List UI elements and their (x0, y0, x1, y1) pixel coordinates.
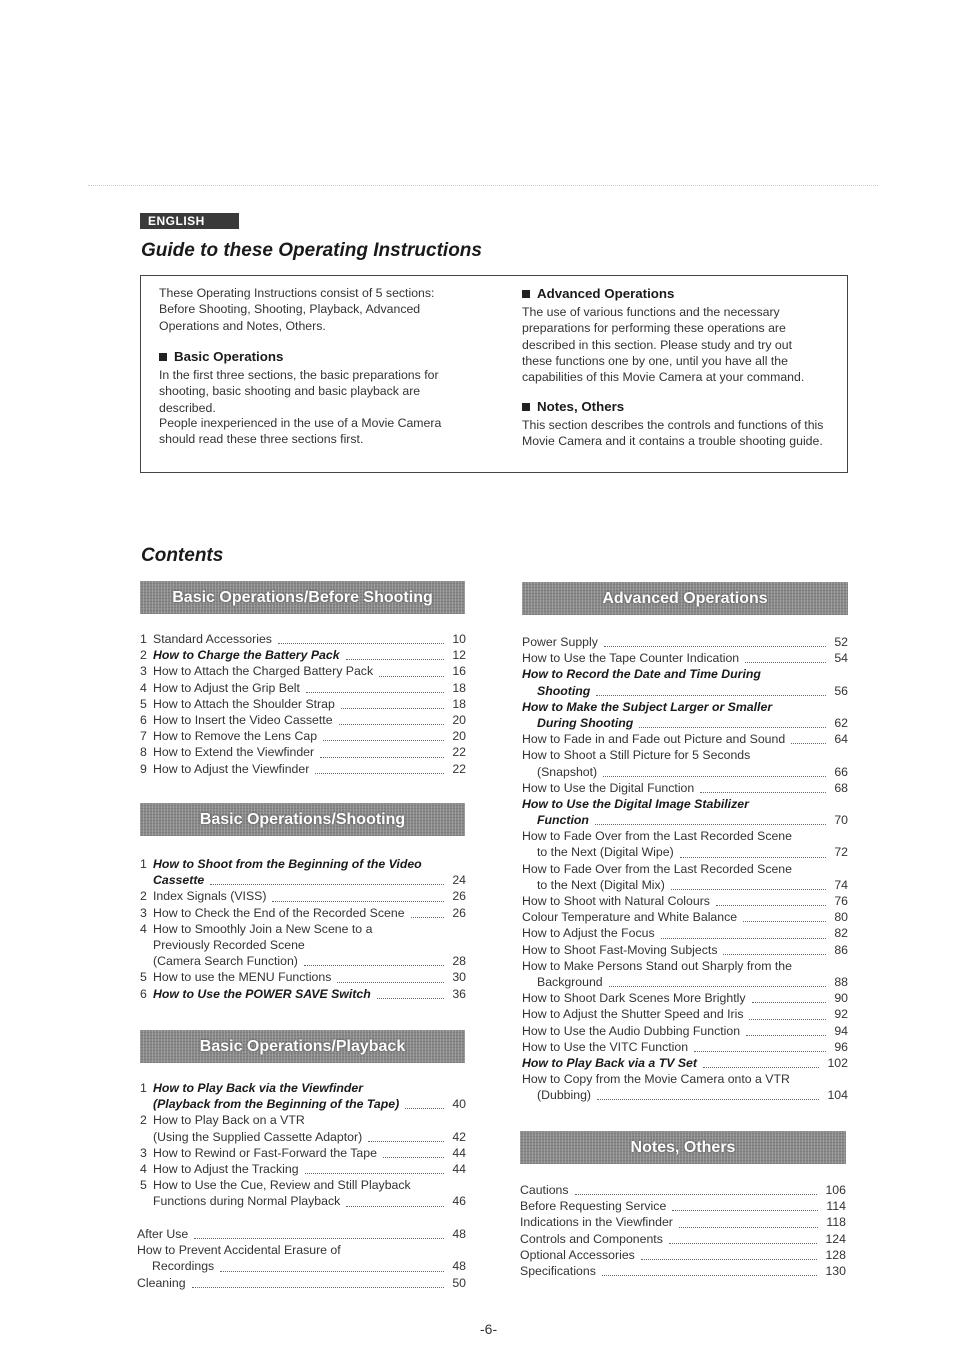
toc-entry-line (522, 877, 848, 893)
toc-page-number: 102 (827, 1055, 848, 1070)
toc-entry-line (522, 1071, 848, 1087)
toc-entry-number: 2 (140, 1113, 147, 1128)
toc-page-number: 64 (834, 732, 848, 747)
toc-dot-leader (377, 998, 445, 999)
toc-dot-leader (379, 676, 444, 677)
toc-shooting (140, 856, 466, 1002)
toc-dot-leader (641, 1259, 818, 1260)
advanced-operations-heading-text: Advanced Operations (537, 286, 675, 301)
toc-page-number: 124 (825, 1231, 846, 1246)
toc-entry-line (522, 666, 848, 682)
toc-entry-title: How to Adjust the Grip Belt (153, 680, 300, 695)
toc-page-number: 96 (834, 1039, 848, 1054)
toc-entry-line (522, 780, 848, 796)
toc-dot-leader (323, 740, 444, 741)
toc-entry-title: How to Shoot Fast-Moving Subjects (522, 942, 718, 957)
toc-entry-number: 1 (140, 632, 147, 646)
toc-page-number: 76 (834, 894, 848, 908)
toc-entry-number: 3 (140, 664, 147, 679)
toc-page-number: 48 (452, 1259, 466, 1274)
toc-page-number: 26 (452, 905, 466, 920)
toc-entry-line (520, 1263, 846, 1279)
toc-entry-line (140, 647, 466, 663)
toc-entry-line (522, 1039, 848, 1055)
toc-entry-title: How to Check the End of the Recorded Scene (153, 905, 405, 920)
toc-entry-title: Controls and Components (520, 1231, 663, 1246)
toc-dot-leader (595, 824, 826, 825)
toc-entry-line (140, 1161, 466, 1177)
toc-advanced-operations (522, 634, 848, 1103)
toc-page-number: 50 (452, 1275, 466, 1290)
toc-entry-line (140, 1112, 466, 1128)
bullet-square-icon (522, 290, 530, 298)
toc-entry-title: Specifications (520, 1263, 596, 1278)
notes-others-heading-text: Notes, Others (537, 399, 625, 414)
toc-entry-title: How to Adjust the Shutter Speed and Iris (522, 1007, 744, 1022)
toc-entry-line (137, 1242, 466, 1258)
toc-entry-line (522, 650, 848, 666)
toc-entry-line (140, 631, 466, 647)
toc-entry-title: How to Fade Over from the Last Recorded Scene (522, 861, 792, 876)
toc-entry-title: How to Record the Date and Time During (522, 667, 761, 682)
toc-entry-title: How to Adjust the Focus (522, 926, 655, 941)
toc-dot-leader (700, 792, 826, 793)
toc-entry-line (522, 1006, 848, 1022)
toc-entry-number: 3 (140, 1145, 147, 1160)
toc-entry-number: 5 (140, 1178, 147, 1193)
toc-entry-line (520, 1214, 846, 1230)
guide-box (140, 275, 848, 473)
toc-entry-line (140, 986, 466, 1002)
toc-page-number: 20 (452, 712, 466, 727)
toc-entry-title: (Snapshot) (537, 764, 598, 779)
toc-page-number: 130 (825, 1263, 846, 1278)
toc-dot-leader (192, 1287, 445, 1288)
basic-operations-text: In the first three sections, the basic preparations for shooting, basic shooting and basic playback are described. (159, 368, 439, 415)
toc-page-number: 12 (452, 648, 466, 663)
toc-dot-leader (743, 921, 826, 922)
toc-entry-line (140, 744, 466, 760)
toc-page-number: 44 (452, 1161, 466, 1176)
toc-page-number: 16 (452, 664, 466, 679)
toc-page-number: 104 (827, 1088, 848, 1103)
toc-page-number: 128 (825, 1247, 846, 1262)
toc-entry-line (522, 990, 848, 1006)
toc-entry-title: Cleaning (137, 1275, 186, 1290)
toc-entry-title: How to Use the Audio Dubbing Function (522, 1023, 741, 1038)
toc-entry-number: 4 (140, 680, 147, 695)
toc-dot-leader (304, 965, 444, 966)
toc-entry-line (137, 1258, 466, 1274)
toc-entry-title: How to Smoothly Join a New Scene to a (153, 921, 373, 936)
toc-entry-title: How to Fade in and Fade out Picture and Sound (522, 732, 786, 747)
toc-playback (140, 1080, 466, 1210)
toc-entry-title: How to Play Back via a TV Set (522, 1055, 697, 1070)
toc-entry-title: How to Copy from the Movie Camera onto a VTR (522, 1072, 790, 1087)
toc-entry-title: (Using the Supplied Cassette Adaptor) (153, 1129, 363, 1144)
toc-dot-leader (383, 1157, 444, 1158)
toc-page-number: 26 (452, 889, 466, 904)
toc-entry-line (140, 712, 466, 728)
toc-page-number: 66 (834, 764, 848, 779)
toc-dot-leader (604, 646, 826, 647)
toc-dot-leader (672, 1210, 818, 1211)
toc-entry-title: How to Play Back via the Viewfinder (153, 1081, 364, 1095)
toc-entry-line (522, 942, 848, 958)
toc-dot-leader (272, 901, 444, 902)
language-badge: ENGLISH (140, 213, 239, 229)
toc-page-number: 86 (834, 942, 848, 957)
toc-entry-line (140, 953, 466, 969)
toc-page-number: 62 (834, 715, 848, 730)
basic-operations-heading (159, 349, 283, 364)
toc-dot-leader (609, 986, 827, 987)
toc-dot-leader (602, 1275, 818, 1276)
toc-dot-leader (596, 695, 826, 696)
toc-page-number: 90 (834, 991, 848, 1006)
toc-entry-line (140, 1096, 466, 1112)
toc-entry-line (140, 680, 466, 696)
toc-entry-title: Function (537, 813, 589, 828)
toc-dot-leader (603, 776, 826, 777)
toc-entry-title: Before Requesting Service (520, 1199, 667, 1214)
toc-entry-line (520, 1231, 846, 1247)
toc-entry-line (140, 728, 466, 744)
toc-entry-line (140, 1080, 466, 1096)
toc-entry-line (140, 761, 466, 777)
basic-operations-heading-text: Basic Operations (174, 349, 284, 364)
toc-dot-leader (791, 743, 826, 744)
toc-entry-line (522, 1023, 848, 1039)
basic-operations-advice: People inexperienced in the use of a Movie Camera should read these three sections first. (159, 416, 442, 447)
banner-advanced-operations: Advanced Operations (522, 582, 848, 615)
toc-dot-leader (597, 1099, 819, 1100)
toc-entry-line (522, 861, 848, 877)
toc-entry-line (522, 974, 848, 990)
toc-page-number: 70 (834, 813, 848, 828)
toc-entry-line (140, 663, 466, 679)
toc-entry-number: 4 (140, 1161, 147, 1176)
toc-dot-leader (749, 1019, 826, 1020)
toc-page-number: 106 (825, 1183, 846, 1197)
toc-page-number: 30 (452, 970, 466, 985)
toc-entry-line (140, 856, 466, 872)
toc-page-number: 28 (452, 954, 466, 969)
toc-page-number: 22 (452, 761, 466, 776)
toc-entry-title: How to Use the Digital Function (522, 780, 695, 795)
advanced-operations-heading (522, 286, 674, 301)
toc-dot-leader (679, 1227, 818, 1228)
toc-dot-leader (703, 1067, 820, 1068)
toc-page-number: 40 (452, 1097, 466, 1112)
toc-dot-leader (575, 1194, 818, 1195)
toc-entry-title: (Camera Search Function) (153, 954, 298, 969)
toc-entry-line (140, 969, 466, 985)
toc-dot-leader (669, 1243, 818, 1244)
toc-dot-leader (680, 857, 827, 858)
toc-page-number: 92 (834, 1007, 848, 1022)
advanced-operations-text: The use of various functions and the necessary preparations for performing these operations are described in this section. Please study and try out these functions one by one, until you have all the capabilities of this Movie Camera at your command. (522, 305, 805, 385)
toc-entry-title: Index Signals (VISS) (153, 889, 267, 904)
toc-entry-number: 3 (140, 905, 147, 920)
toc-entry-line (140, 1193, 466, 1209)
toc-entry-title: How to Shoot from the Beginning of the Video (153, 857, 422, 871)
toc-entry-title: How to Shoot with Natural Colours (522, 894, 710, 908)
toc-entry-number: 4 (140, 921, 147, 936)
toc-entry-line (520, 1182, 846, 1198)
toc-entry-title: How to Use the Cue, Review and Still Playback (153, 1178, 411, 1193)
toc-entry-number: 8 (140, 745, 147, 760)
toc-entry-title: (Dubbing) (537, 1088, 591, 1103)
toc-entry-line (522, 909, 848, 925)
toc-entry-title: How to Use the POWER SAVE Switch (153, 986, 371, 1001)
toc-entry-title: How to Make Persons Stand out Sharply from the (522, 958, 792, 973)
toc-dot-leader (752, 1002, 827, 1003)
toc-page-number: 118 (826, 1215, 846, 1230)
toc-entry-line (522, 634, 848, 650)
toc-entry-title: (Playback from the Beginning of the Tape) (153, 1097, 400, 1112)
toc-entry-title: How to Prevent Accidental Erasure of (137, 1243, 341, 1258)
toc-dot-leader (639, 727, 826, 728)
toc-entry-title: How to Attach the Shoulder Strap (153, 696, 335, 711)
toc-entry-title: Power Supply (522, 635, 598, 649)
notes-others-text: This section describes the controls and functions of this Movie Camera and it contains a trouble shooting guide. (522, 418, 824, 449)
toc-entry-line (522, 715, 848, 731)
toc-page-number: 20 (452, 729, 466, 744)
toc-dot-leader (320, 757, 444, 758)
toc-entry-number: 5 (140, 970, 147, 985)
toc-entry-title: How to Shoot a Still Picture for 5 Seconds (522, 748, 751, 763)
toc-entry-title: How to Adjust the Viewfinder (153, 761, 310, 776)
toc-entry-line (522, 796, 848, 812)
page-number: -6- (480, 1321, 498, 1337)
toc-entry-title: How to Use the Tape Counter Indication (522, 651, 740, 666)
toc-page-number: 114 (826, 1199, 846, 1214)
toc-entry-title: to the Next (Digital Mix) (537, 877, 665, 892)
toc-entry-line (522, 828, 848, 844)
toc-entry-line (522, 683, 848, 699)
toc-entry-line (520, 1247, 846, 1263)
toc-entry-title: How to Attach the Charged Battery Pack (153, 664, 374, 679)
toc-dot-leader (315, 773, 444, 774)
toc-entry-number: 6 (140, 712, 147, 727)
toc-entry-title: Colour Temperature and White Balance (522, 910, 738, 925)
toc-page-number: 10 (452, 632, 466, 646)
toc-page-number: 52 (834, 635, 848, 649)
toc-entry-title: Cassette (153, 873, 205, 888)
toc-page-number: 72 (834, 845, 848, 860)
toc-entry-title: How to Adjust the Tracking (153, 1161, 299, 1176)
toc-dot-leader (210, 884, 444, 885)
toc-page-number: 68 (834, 780, 848, 795)
toc-dot-leader (337, 982, 444, 983)
toc-dot-leader (405, 1108, 444, 1109)
toc-entry-title: Functions during Normal Playback (153, 1194, 341, 1209)
toc-entry-number: 5 (140, 696, 147, 711)
toc-entry-title: How to Remove the Lens Cap (153, 729, 318, 744)
bullet-square-icon (522, 403, 530, 411)
toc-entry-line (137, 1275, 466, 1291)
toc-entry-line (140, 921, 466, 937)
toc-entry-title: Optional Accessories (520, 1247, 635, 1262)
toc-page-number: 18 (452, 696, 466, 711)
toc-page-number: 36 (452, 986, 466, 1001)
toc-entry-title: How to Extend the Viewfinder (153, 745, 315, 760)
toc-dot-leader (341, 708, 444, 709)
toc-entry-number: 1 (140, 1081, 147, 1095)
toc-entry-line (522, 958, 848, 974)
toc-dot-leader (346, 659, 445, 660)
guide-intro: These Operating Instructions consist of 5 sections: Before Shooting, Shooting, Playback, Advanced Operations and Notes, Others. (159, 286, 435, 333)
toc-dot-leader (339, 724, 445, 725)
toc-entry-title: How to Fade Over from the Last Recorded Scene (522, 829, 792, 844)
toc-entry-title: Shooting (537, 683, 591, 698)
toc-entry-title: Indications in the Viewfinder (520, 1215, 673, 1230)
toc-entry-line (140, 1145, 466, 1161)
guide-title: Guide to these Operating Instructions (141, 240, 482, 261)
toc-page-number: 18 (452, 680, 466, 695)
toc-entry-line (140, 872, 466, 888)
toc-entry-title: After Use (137, 1227, 189, 1241)
toc-dot-leader (346, 1206, 444, 1207)
toc-entry-title: Standard Accessories (153, 632, 272, 646)
toc-dot-leader (694, 1051, 826, 1052)
toc-entry-line (522, 747, 848, 763)
toc-entry-line (140, 937, 466, 953)
toc-entry-number: 1 (140, 857, 147, 871)
toc-page-number: 80 (834, 910, 848, 925)
top-divider (88, 185, 878, 186)
toc-dot-leader (723, 954, 826, 955)
toc-entry-line (522, 893, 848, 909)
toc-page-number: 74 (834, 877, 848, 892)
toc-page-number: 46 (452, 1194, 466, 1209)
toc-entry-line (522, 844, 848, 860)
toc-entry-line (522, 731, 848, 747)
toc-playback-extra (137, 1226, 466, 1291)
toc-entry-title: How to Rewind or Fast-Forward the Tape (153, 1145, 377, 1160)
toc-entry-title: How to Insert the Video Cassette (153, 712, 333, 727)
toc-entry-title: How to Use the Digital Image Stabilizer (522, 796, 749, 811)
toc-entry-title: Background (537, 974, 603, 989)
toc-entry-line (140, 1177, 466, 1193)
toc-dot-leader (306, 692, 444, 693)
toc-page-number: 56 (834, 683, 848, 698)
banner-shooting: Basic Operations/Shooting (140, 803, 465, 836)
toc-dot-leader (661, 938, 827, 939)
toc-notes-others (520, 1182, 846, 1279)
toc-page-number: 82 (834, 926, 848, 941)
toc-dot-leader (368, 1141, 444, 1142)
toc-entry-number: 9 (140, 761, 147, 776)
toc-entry-line (522, 812, 848, 828)
contents-title: Contents (141, 545, 224, 566)
toc-page-number: 88 (834, 974, 848, 989)
toc-entry-line (522, 1055, 848, 1071)
banner-before-shooting: Basic Operations/Before Shooting (140, 581, 465, 614)
toc-entry-number: 7 (140, 729, 147, 744)
toc-dot-leader (194, 1238, 444, 1239)
bullet-square-icon (159, 353, 167, 361)
toc-entry-title: to the Next (Digital Wipe) (537, 845, 674, 860)
toc-entry-line (137, 1226, 466, 1242)
toc-entry-line (140, 696, 466, 712)
toc-entry-title: How to Charge the Battery Pack (153, 648, 340, 663)
toc-entry-line (522, 764, 848, 780)
toc-entry-title: Cautions (520, 1183, 569, 1197)
toc-dot-leader (745, 662, 826, 663)
toc-entry-line (522, 699, 848, 715)
toc-page-number: 24 (452, 873, 466, 888)
toc-entry-title: Recordings (152, 1259, 215, 1274)
toc-entry-title: During Shooting (537, 715, 634, 730)
toc-page-number: 44 (452, 1145, 466, 1160)
banner-notes-others: Notes, Others (520, 1131, 846, 1164)
toc-page-number: 42 (452, 1129, 466, 1144)
toc-dot-leader (305, 1173, 445, 1174)
banner-playback: Basic Operations/Playback (140, 1030, 465, 1063)
toc-dot-leader (671, 889, 827, 890)
toc-entry-title: How to use the MENU Functions (153, 970, 332, 985)
toc-dot-leader (411, 917, 445, 918)
toc-entry-line (522, 925, 848, 941)
toc-entry-number: 2 (140, 889, 147, 904)
toc-page-number: 22 (452, 745, 466, 760)
toc-entry-title: How to Shoot Dark Scenes More Brightly (522, 991, 746, 1006)
toc-page-number: 54 (834, 651, 848, 666)
toc-before-shooting (140, 631, 466, 777)
toc-dot-leader (278, 643, 444, 644)
toc-entry-line (140, 888, 466, 904)
toc-dot-leader (220, 1271, 444, 1272)
notes-others-heading (522, 399, 624, 414)
toc-entry-number: 6 (140, 986, 147, 1001)
toc-dot-leader (716, 905, 826, 906)
toc-entry-title: How to Play Back on a VTR (153, 1113, 305, 1128)
toc-page-number: 94 (834, 1023, 848, 1038)
toc-entry-title: How to Use the VITC Function (522, 1039, 689, 1054)
toc-entry-line (140, 1129, 466, 1145)
toc-entry-title: How to Make the Subject Larger or Smaller (522, 699, 773, 714)
toc-page-number: 48 (452, 1227, 466, 1241)
toc-dot-leader (746, 1035, 826, 1036)
toc-entry-line (140, 905, 466, 921)
toc-entry-line (522, 1087, 848, 1103)
toc-entry-number: 2 (140, 648, 147, 663)
toc-entry-line (520, 1198, 846, 1214)
toc-entry-title: Previously Recorded Scene (153, 937, 305, 952)
